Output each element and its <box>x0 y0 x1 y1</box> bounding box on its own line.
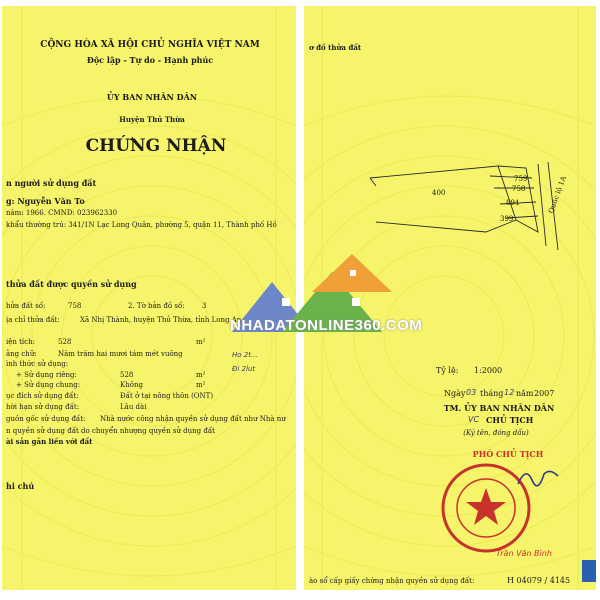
date-month: 12 <box>504 388 515 397</box>
location-value: Xã Nhị Thành, huyện Thủ Thừa, tỉnh Long An <box>80 316 242 324</box>
term-label: hời hạn sử dụng đất: <box>6 403 80 411</box>
map-parcel-759: 759 <box>514 175 528 183</box>
origin-value: Nhà nước công nhận quyền sử dụng đất như Nhà nư <box>100 415 286 423</box>
motto: Độc lập - Tự do - Hạnh phúc <box>86 55 214 65</box>
date-year-label: năm <box>516 389 534 398</box>
date-month-label: tháng <box>480 389 504 398</box>
parcel-label: hửa đất số: <box>6 302 46 310</box>
shared-use-value: Không <box>120 381 143 389</box>
certificate-serial: H 04079 / 4145 <box>507 576 571 585</box>
map-parcel-894: 894 <box>506 199 520 207</box>
signature-mark <box>516 462 560 492</box>
land-section-heading: thửa đất được quyền sử dụng <box>6 279 137 289</box>
notes-heading: hi chú <box>6 481 35 491</box>
district-name: Huyện Thủ Thừa <box>119 115 185 124</box>
registry-label: ào sổ cấp giấy chứng nhận quyền sử dụng đất: <box>309 577 475 585</box>
area-value: 528 <box>58 338 72 346</box>
sign-note: (Ký tên, đóng dấu) <box>463 429 529 437</box>
term-value: Lâu dài <box>120 403 147 411</box>
map-parcel-758: 758 <box>512 185 526 193</box>
origin-label: guồn gốc sử dụng đất: <box>6 415 86 423</box>
area-label: iện tích: <box>6 338 35 346</box>
scale-value: 1:2000 <box>474 366 503 375</box>
date-day: 03 <box>466 388 477 397</box>
map-sheet-value: 3 <box>202 302 207 310</box>
handwritten-note-2: Đi 2lut <box>232 365 256 373</box>
scan-edge-marker <box>582 560 596 582</box>
map-section-heading: ơ đồ thửa đất <box>309 43 362 52</box>
map-sheet-label: 2. Tờ bản đồ số: <box>128 302 185 310</box>
private-use-unit: m² <box>196 371 206 379</box>
certificate-title: CHỨNG NHẬN <box>85 136 227 156</box>
shared-use-label: + Sử dụng chung: <box>16 381 81 389</box>
watermark-text: NHADATONLINE360.COM <box>230 317 423 334</box>
owner-address: khẩu thường trú: 341/1N Lạc Long Quân, phường 5, quận 11, Thành phố Hồ <box>6 221 277 229</box>
committee-signature-heading: TM. ỦY BAN NHÂN DÂN <box>443 403 555 413</box>
road-label: Quốc lộ 1A <box>547 175 568 215</box>
area-unit: m² <box>196 338 206 346</box>
assets-heading: ài sản gắn liền với đất <box>6 437 93 446</box>
shared-use-unit: m² <box>196 381 206 389</box>
area-words-label: ằng chữ: <box>6 350 37 358</box>
chair-prefix: VC <box>468 415 480 424</box>
parcel-value: 758 <box>68 302 82 310</box>
map-parcel-400: 400 <box>432 189 446 197</box>
handwritten-note-1: Ho 2t... <box>232 351 258 359</box>
location-label: ịa chỉ thửa đất: <box>6 316 60 324</box>
origin-value-continued: n quyền sử dụng đất do chuyển nhượng quyền sử dụng đất <box>6 427 215 435</box>
area-words: Năm trăm hai mươi tám mét vuông <box>58 350 183 358</box>
date-year: 2007 <box>534 389 555 398</box>
chair-title: CHỦ TỊCH <box>486 415 534 425</box>
map-parcel-399: 399 <box>500 215 514 223</box>
scale-label: Tỷ lệ: <box>436 366 459 375</box>
purpose-value: Đất ở tại nông thôn (ONT) <box>120 392 214 400</box>
republic-heading: CỘNG HÒA XÃ HỘI CHỦ NGHĨA VIỆT NAM <box>40 40 260 50</box>
private-use-label: + Sử dụng riêng: <box>16 371 77 379</box>
date-prefix: Ngày <box>444 389 466 398</box>
signer-name: Trần Văn Bình <box>496 549 552 558</box>
usage-form-label: ình thức sử dụng: <box>6 360 69 368</box>
owner-section-heading: n người sử dụng đất <box>6 178 97 188</box>
owner-birth-id: năm: 1966. CMND: 023962330 <box>6 209 118 217</box>
purpose-label: ục đích sử dụng đất: <box>6 392 79 400</box>
vice-chair-title: PHÓ CHỦ TỊCH <box>472 449 544 459</box>
committee-heading: ỦY BAN NHÂN DÂN <box>106 92 198 102</box>
parcel-map <box>366 160 576 260</box>
private-use-value: 528 <box>120 371 134 379</box>
owner-name: g: Nguyễn Văn To <box>6 196 85 206</box>
